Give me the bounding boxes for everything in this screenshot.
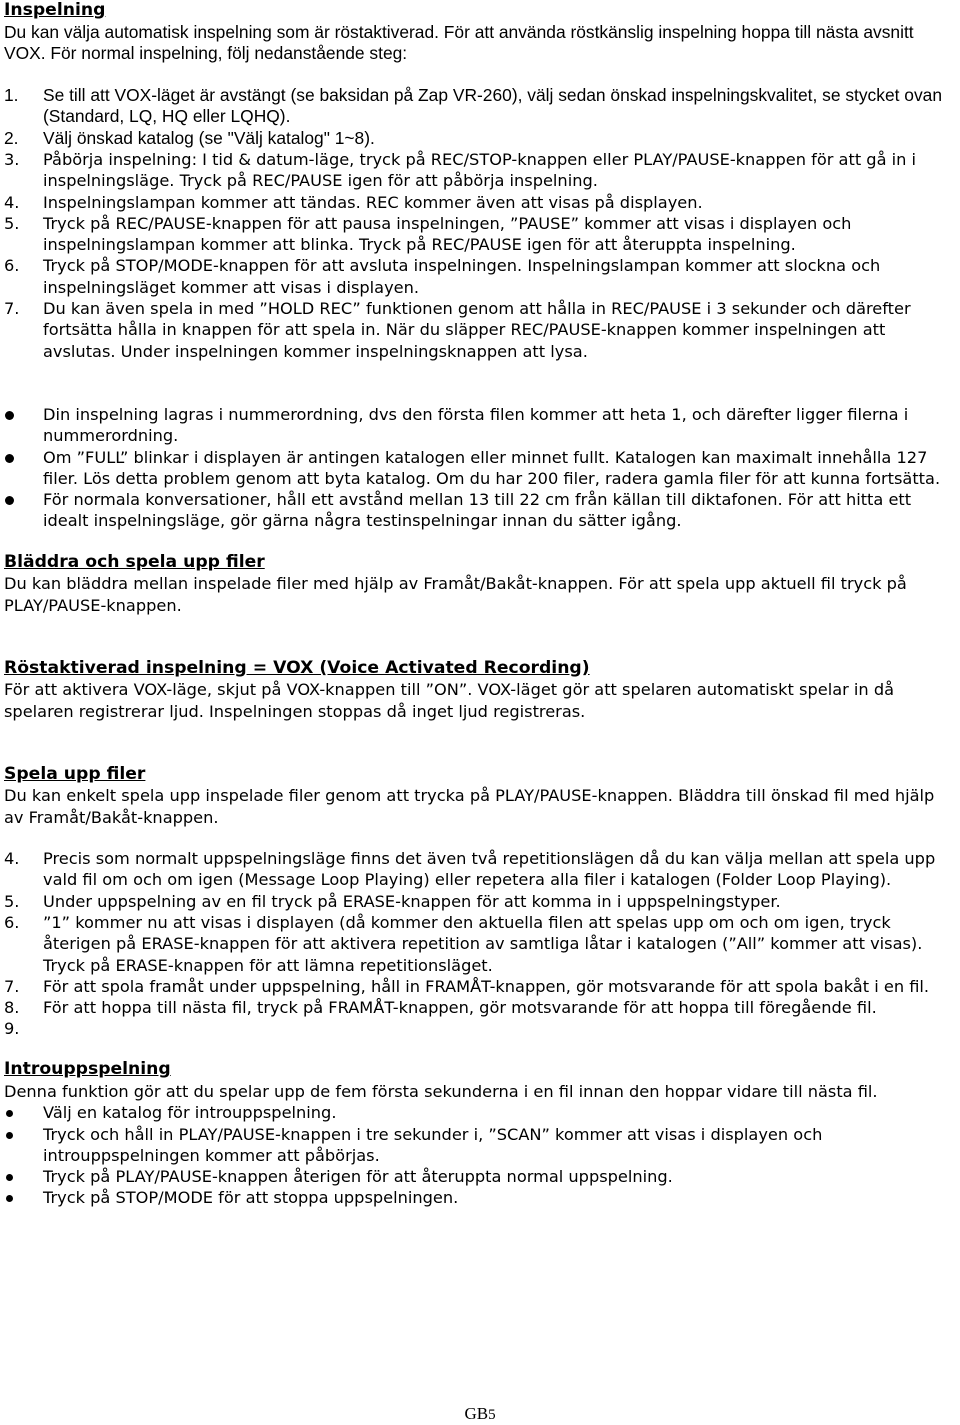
playback-text: Du kan enkelt spela upp inspelade filer genom att trycka på PLAY/PAUSE-knappen. Bläddra till önskad fil med hjälp av Framåt/Bakåt-knappen. bbox=[4, 786, 935, 827]
list-item bbox=[4, 192, 956, 213]
list-item bbox=[4, 489, 956, 532]
step-number: 6. bbox=[4, 256, 20, 276]
list-item bbox=[4, 848, 956, 891]
step-text: För att hoppa till nästa fil, tryck på FRAMÅT-knappen, gör motsvarande för att hoppa till föregående fil. bbox=[43, 998, 877, 1018]
manual-page bbox=[4, 0, 956, 1209]
bullet-icon bbox=[6, 1110, 13, 1117]
recording-notes bbox=[4, 404, 956, 532]
step-text: Precis som normalt uppspelningsläge finns det även två repetitionslägen då du kan välja mellan att spela upp vald fil om och om igen (Message Loop Playing) eller repetera alla filer i katalogen (Folder Loop Playing). bbox=[43, 849, 936, 890]
step-number: 7. bbox=[4, 976, 20, 996]
item-text: Tryck på PLAY/PAUSE-knappen återigen för att återuppta normal uppspelning. bbox=[43, 1167, 673, 1187]
intro-play-text: Denna funktion gör att du spelar upp de fem första sekunderna i en fil innan den hoppar vidare till nästa fil. bbox=[4, 1081, 878, 1101]
page-footer bbox=[0, 1404, 960, 1425]
step-number: 8. bbox=[4, 998, 20, 1018]
step-text: Under uppspelning av en fil tryck på ERASE-knappen för att komma in i uppspelningstyper. bbox=[43, 891, 781, 911]
section-title-playback: Spela upp filer bbox=[4, 763, 146, 784]
section-title-vox: Röstaktiverad inspelning = VOX (Voice Activated Recording) bbox=[4, 657, 590, 678]
step-text: Tryck på REC/PAUSE-knappen för att pausa inspelningen, ”PAUSE” kommer att visas i displayen och inspelningslampan kommer att blinka. Tryck på REC/PAUSE igen för att återuppta inspelning. bbox=[43, 213, 852, 255]
note-text: Din inspelning lagras i nummerordning, dvs den första filen kommer att heta 1, och därefter ligger filerna i nummerordning. bbox=[43, 404, 909, 446]
step-text: För att spola framåt under uppspelning, håll in FRAMÅT-knappen, gör motsvarande för att spola bakåt i en fil. bbox=[43, 976, 930, 996]
list-item bbox=[4, 447, 956, 490]
list-item bbox=[4, 149, 956, 192]
list-item bbox=[4, 1166, 956, 1187]
step-number: 7. bbox=[4, 299, 20, 319]
list-item bbox=[4, 1018, 956, 1039]
vox-text: För att aktivera VOX-läge, skjut på VOX-knappen till ”ON”. VOX-läget gör att spelaren automatiskt spelar in då spelaren registrerar ljud. Inspelningen stoppas då inget ljud registreras. bbox=[4, 680, 895, 721]
note-text: För normala konversationer, håll ett avstånd mellan 13 till 22 cm från källan till diktafonen. För att hitta ett idealt inspelningsläge, gör gärna några testinspelningar innan du sätter igång. bbox=[43, 490, 912, 531]
intro-play-items bbox=[4, 1102, 956, 1208]
list-item bbox=[4, 298, 956, 362]
browse-text: Du kan bläddra mellan inspelade filer med hjälp av Framåt/Bakåt-knappen. För att spela upp aktuell fil tryck på PLAY/PAUSE-knappen. bbox=[4, 574, 907, 615]
item-text: Tryck på STOP/MODE för att stoppa uppspelningen. bbox=[43, 1188, 459, 1208]
step-number: 4. bbox=[4, 192, 20, 212]
bullet-icon bbox=[5, 411, 14, 420]
list-item bbox=[4, 255, 956, 298]
section-title-intro-play: Introuppspelning bbox=[4, 1059, 171, 1080]
step-number: 5. bbox=[4, 891, 20, 911]
step-text: Påbörja inspelning: I tid & datum-läge, tryck på REC/STOP-knappen eller PLAY/PAUSE-knappen för att gå in i inspelningsläge. Tryck på REC/PAUSE igen för att påbörja inspelning. bbox=[43, 150, 917, 191]
step-text: Tryck på STOP/MODE-knappen för att avsluta inspelningen. Inspelningslampan kommer att slockna och inspelningsläget kommer att visas i displayen. bbox=[43, 256, 881, 297]
list-item bbox=[4, 891, 956, 912]
list-item bbox=[4, 213, 956, 256]
step-number: 3. bbox=[4, 150, 20, 169]
step-text: ”1” kommer nu att visas i displayen (då kommer den aktuella filen att spelas upp om och om igen, tryck återigen på ERASE-knappen för att aktivera repetition av samtliga låtar i katalogen (”All” kommer att visas). Tryck på ERASE-knappen för att lämna repetitionsläget. bbox=[43, 912, 923, 975]
footer-prefix: GB bbox=[464, 1404, 489, 1423]
list-item bbox=[4, 976, 956, 997]
playback-steps bbox=[4, 848, 956, 1039]
item-text: Välj en katalog för introuppspelning. bbox=[43, 1103, 337, 1123]
step-number: 5. bbox=[4, 213, 20, 233]
section-title-browse: Bläddra och spela upp filer bbox=[4, 551, 265, 572]
recording-intro: Du kan välja automatisk inspelning som är röstaktiverad. För att använda röstkänslig inspelning hoppa till nästa avsnitt VOX. För normal inspelning, följ nedanstående steg: bbox=[4, 21, 914, 63]
step-number: 2. bbox=[4, 127, 19, 148]
step-text: Välj önskad katalog (se "Välj katalog" 1~8). bbox=[43, 127, 375, 148]
step-number: 1. bbox=[4, 84, 19, 105]
list-item bbox=[4, 1187, 956, 1208]
list-item bbox=[4, 85, 956, 128]
step-text: Inspelningslampan kommer att tändas. REC kommer även att visas på displayen. bbox=[43, 192, 703, 212]
bullet-icon bbox=[6, 1195, 13, 1202]
bullet-icon bbox=[6, 1132, 13, 1139]
item-text: Tryck och håll in PLAY/PAUSE-knappen i tre sekunder i, ”SCAN” kommer att visas i displayen och introuppspelningen kommer att påbörjas. bbox=[43, 1124, 823, 1165]
list-item bbox=[4, 1124, 956, 1167]
step-text: Du kan även spela in med ”HOLD REC” funktionen genom att hålla in REC/PAUSE i 3 sekunder och därefter fortsätta hålla in knappen för att spela in. När du släpper REC/PAUSE-knappen kommer inspelningen att avslutas. Under inspelningen kommer inspelningsknappen att lysa. bbox=[43, 299, 911, 361]
section-title-recording: Inspelning bbox=[4, 0, 106, 20]
list-item bbox=[4, 1102, 956, 1123]
step-text: Se till att VOX-läget är avstängt (se baksidan på Zap VR-260), välj sedan önskad inspelningskvalitet, se stycket ovan (Standard, LQ, HQ eller LQHQ). bbox=[43, 84, 942, 126]
recording-steps bbox=[4, 85, 956, 362]
page-number: 5 bbox=[488, 1407, 496, 1423]
step-number: 6. bbox=[4, 912, 20, 932]
bullet-icon bbox=[5, 454, 14, 463]
note-text: Om ”FULL” blinkar i displayen är antingen katalogen eller minnet fullt. Katalogen kan maximalt innehålla 127 filer. Lös detta problem genom att byta katalog. Om du har 200 filer, radera gamla filer för att kunna fortsätta. bbox=[43, 447, 941, 488]
step-number: 4. bbox=[4, 849, 20, 869]
list-item bbox=[4, 128, 956, 150]
list-item bbox=[4, 912, 956, 976]
list-item bbox=[4, 997, 956, 1018]
bullet-icon bbox=[6, 1174, 13, 1181]
step-number: 9. bbox=[4, 1019, 20, 1039]
bullet-icon bbox=[5, 496, 14, 505]
list-item bbox=[4, 404, 956, 447]
